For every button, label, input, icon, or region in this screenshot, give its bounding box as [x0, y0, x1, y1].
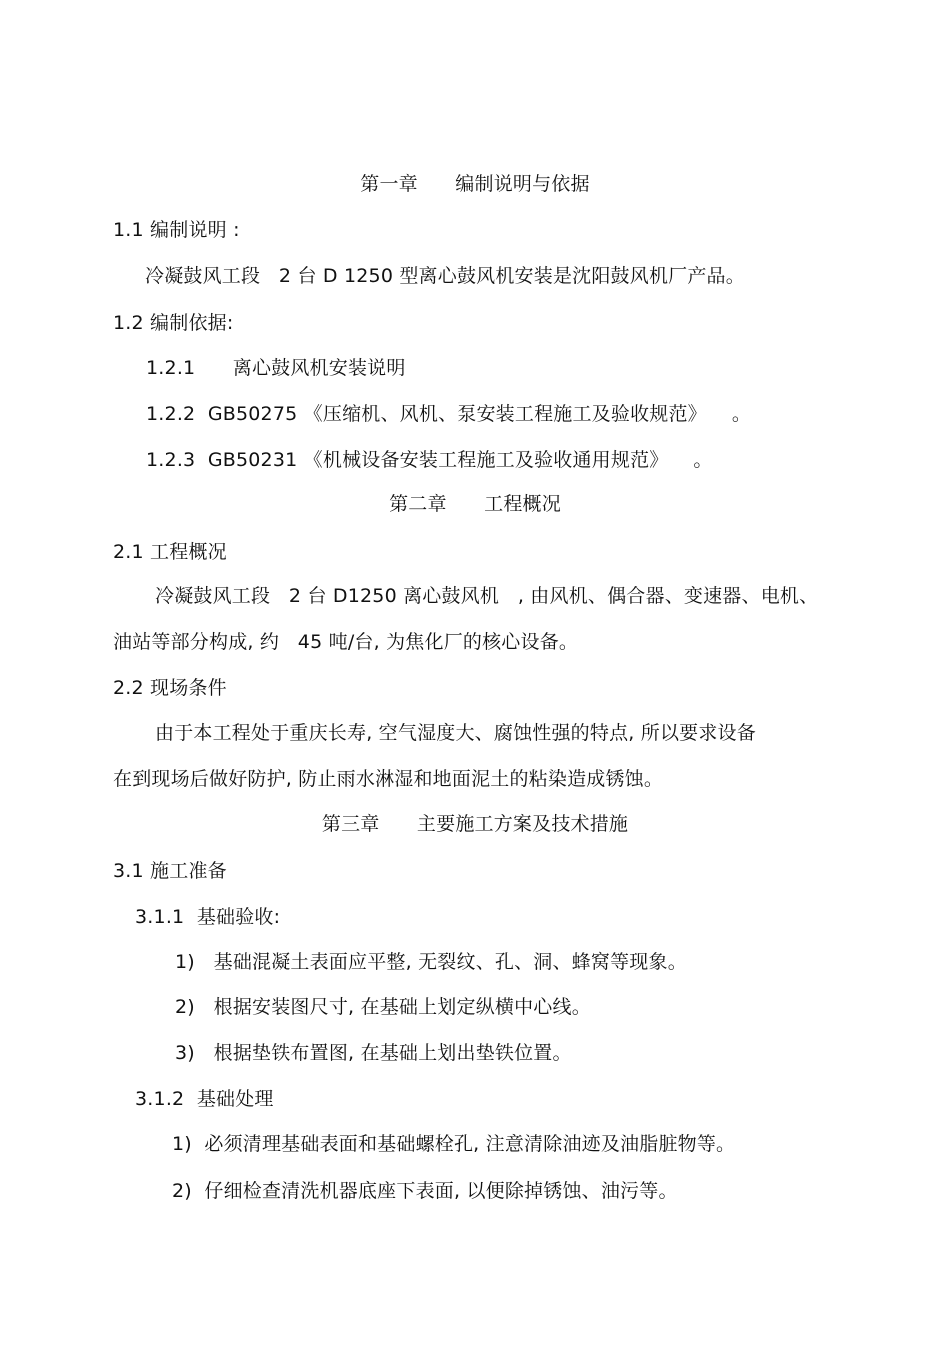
section-1-1-paragraph: 冷凝鼓风工段 2 台 D 1250 型离心鼓风机安装是沈阳鼓风机厂产品。 — [145, 265, 745, 287]
section-1-2-3-item: 1.2.3 GB50231 《机械设备安装工程施工及验收通用规范》 。 — [146, 449, 713, 471]
section-3-1-1-item-2: 2) 根据安装图尺寸, 在基础上划定纵横中心线。 — [175, 996, 591, 1018]
chapter-2-heading: 第二章 工程概况 — [389, 493, 561, 515]
section-1-2-heading: 1.2 编制依据: — [113, 312, 234, 334]
section-3-1-2-item-2: 2) 仔细检查清洗机器底座下表面, 以便除掉锈蚀、油污等。 — [172, 1180, 678, 1202]
section-2-1-paragraph-line-1: 冷凝鼓风工段 2 台 D1250 离心鼓风机 , 由风机、偶合器、变速器、电机、 — [155, 585, 819, 607]
section-1-1-heading: 1.1 编制说明 : — [113, 219, 240, 241]
section-2-2-paragraph-line-2: 在到现场后做好防护, 防止雨水淋湿和地面泥土的粘染造成锈蚀。 — [113, 768, 664, 790]
section-3-1-1-item-1: 1) 基础混凝土表面应平整, 无裂纹、孔、洞、蜂窝等现象。 — [175, 951, 687, 973]
section-3-1-heading: 3.1 施工准备 — [113, 860, 227, 882]
chapter-3-heading: 第三章 主要施工方案及技术措施 — [321, 813, 629, 835]
section-1-2-1-item: 1.2.1 离心鼓风机安装说明 — [146, 357, 406, 379]
section-3-1-2-item-1: 1) 必须清理基础表面和基础螺栓孔, 注意清除油迹及油脂脏物等。 — [172, 1133, 736, 1155]
section-1-2-2-item: 1.2.2 GB50275 《压缩机、风机、泵安装工程施工及验收规范》 。 — [146, 403, 752, 425]
section-2-1-heading: 2.1 工程概况 — [113, 541, 227, 563]
section-2-2-paragraph-line-1: 由于本工程处于重庆长寿, 空气湿度大、腐蚀性强的特点, 所以要求设备 — [155, 722, 756, 744]
section-3-1-1-heading: 3.1.1 基础验收: — [135, 906, 281, 928]
chapter-1-heading: 第一章 编制说明与依据 — [360, 173, 590, 195]
section-2-1-paragraph-line-2: 油站等部分构成, 约 45 吨/台, 为焦化厂的核心设备。 — [113, 631, 579, 653]
section-3-1-1-item-3: 3) 根据垫铁布置图, 在基础上划出垫铁位置。 — [175, 1042, 572, 1064]
section-3-1-2-heading: 3.1.2 基础处理 — [135, 1088, 274, 1110]
section-2-2-heading: 2.2 现场条件 — [113, 677, 227, 699]
